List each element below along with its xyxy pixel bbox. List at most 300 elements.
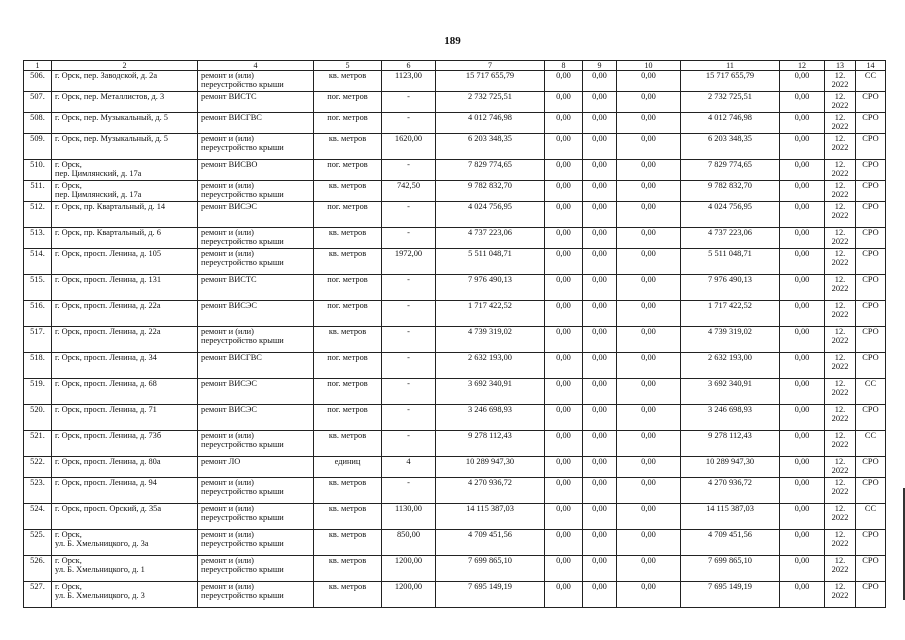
total-cost-text: 4 739 319,02 — [468, 327, 512, 336]
col-11 — [681, 504, 780, 530]
col-8-text: 0,00 — [556, 113, 571, 122]
address-text: г. Орск, просп. Ленина, д. 34 — [55, 353, 157, 362]
total-cost — [436, 353, 545, 379]
work-type-text: переустройство крыши — [201, 565, 284, 575]
col-8-text: 0,00 — [556, 202, 571, 211]
deadline-text: 2022 — [831, 466, 849, 476]
col-8 — [545, 92, 583, 113]
total-cost-text: 4 709 451,56 — [468, 530, 512, 539]
row-number-text: 527. — [30, 582, 45, 591]
col-11-text: 4 737 223,06 — [708, 228, 752, 237]
col-11 — [681, 556, 780, 582]
col-10-text: 0,00 — [641, 181, 656, 190]
work-type — [198, 301, 314, 327]
deadline-text: 12. — [834, 504, 846, 513]
col-11-text: 7 829 774,65 — [708, 160, 752, 169]
deadline-text: 12. — [834, 301, 846, 310]
table-row — [24, 301, 886, 327]
address-text: г. Орск, — [55, 160, 82, 169]
work-type — [198, 457, 314, 478]
unit — [314, 379, 382, 405]
deadline-text: 12. — [834, 202, 846, 211]
col-10-text: 0,00 — [641, 379, 656, 388]
address — [52, 228, 198, 249]
col-10-text: 0,00 — [641, 504, 656, 513]
col-11 — [681, 181, 780, 202]
header-row — [24, 61, 886, 71]
table-row — [24, 379, 886, 405]
col-9-text: 0,00 — [592, 134, 607, 143]
deadline-text: 12. — [834, 134, 846, 143]
col-12-text: 0,00 — [794, 71, 810, 80]
col-10 — [617, 353, 681, 379]
deadline-text: 12. — [834, 71, 846, 80]
col-10-text: 0,00 — [641, 275, 656, 284]
col-11 — [681, 327, 780, 353]
total-cost-text: 3 246 698,93 — [468, 405, 512, 414]
col-12-text: 0,00 — [794, 478, 810, 487]
address-text: г. Орск, просп. Ленина, д. 22а — [55, 327, 161, 336]
col-8 — [545, 202, 583, 228]
col-10-text: 0,00 — [641, 228, 656, 237]
work-type — [198, 134, 314, 160]
quantity-text: - — [407, 301, 410, 310]
col-10 — [617, 556, 681, 582]
work-type — [198, 530, 314, 556]
address — [52, 504, 198, 530]
deadline-text: 12. — [834, 530, 846, 539]
total-cost-text: 2 732 725,51 — [468, 92, 512, 101]
col-9 — [583, 478, 617, 504]
col-10-text: 0,00 — [641, 202, 656, 211]
quantity — [382, 249, 436, 275]
col-10 — [617, 301, 681, 327]
col-8 — [545, 134, 583, 160]
col-12 — [780, 202, 825, 228]
deadline — [825, 113, 856, 134]
quantity — [382, 457, 436, 478]
row-number — [24, 556, 52, 582]
col-8 — [545, 113, 583, 134]
col-10 — [617, 92, 681, 113]
col-11 — [681, 431, 780, 457]
deadline-text: 2022 — [831, 211, 849, 221]
col-12 — [780, 275, 825, 301]
quantity-text: - — [407, 379, 410, 388]
deadline — [825, 275, 856, 301]
col-8-text: 0,00 — [556, 405, 571, 414]
address-text: г. Орск, — [55, 181, 82, 190]
table-row — [24, 431, 886, 457]
total-cost-text: 3 692 340,91 — [468, 379, 512, 388]
total-cost-text: 7 976 490,13 — [468, 275, 512, 284]
work-type — [198, 556, 314, 582]
col-11-text: 2 632 193,00 — [708, 353, 752, 362]
col-10 — [617, 160, 681, 181]
method — [856, 431, 886, 457]
deadline-text: 2022 — [831, 591, 849, 601]
deadline-text: 2022 — [831, 539, 849, 549]
row-number-text: 522. — [30, 457, 45, 466]
quantity-text: 4 — [406, 457, 411, 466]
method — [856, 301, 886, 327]
total-cost — [436, 92, 545, 113]
deadline — [825, 431, 856, 457]
col-8-text: 0,00 — [556, 134, 571, 143]
col-11-text: 2 732 725,51 — [708, 92, 752, 101]
work-type-text: переустройство крыши — [201, 513, 284, 523]
deadline — [825, 92, 856, 113]
col-8 — [545, 582, 583, 608]
row-number — [24, 353, 52, 379]
row-number-text: 525. — [30, 530, 45, 539]
work-type-text: переустройство крыши — [201, 487, 284, 497]
total-cost — [436, 202, 545, 228]
table-header — [24, 61, 886, 71]
col-8 — [545, 353, 583, 379]
unit-text: пог. метров — [327, 160, 368, 169]
column-number-header: 10 — [617, 61, 681, 71]
col-8 — [545, 301, 583, 327]
col-10-text: 0,00 — [641, 478, 656, 487]
quantity — [382, 504, 436, 530]
total-cost-text: 14 115 387,03 — [466, 504, 514, 513]
column-number-header: 13 — [825, 61, 856, 71]
col-12 — [780, 379, 825, 405]
deadline — [825, 379, 856, 405]
total-cost-text: 9 782 832,70 — [468, 181, 512, 190]
table-row — [24, 92, 886, 113]
page-number: 189 — [444, 35, 461, 47]
quantity — [382, 582, 436, 608]
row-number — [24, 582, 52, 608]
work-type-text: ремонт ВИСЭС — [201, 301, 257, 310]
col-12 — [780, 556, 825, 582]
row-number — [24, 71, 52, 92]
unit — [314, 556, 382, 582]
col-10-text: 0,00 — [641, 530, 656, 539]
col-9 — [583, 92, 617, 113]
work-type — [198, 431, 314, 457]
quantity-text: 742,50 — [396, 181, 421, 190]
work-type-text: ремонт ВИСТС — [201, 92, 257, 101]
quantity-text: 850,00 — [396, 530, 421, 539]
col-12 — [780, 405, 825, 431]
unit-text: кв. метров — [328, 478, 367, 487]
work-type-text: ремонт и (или) — [201, 228, 254, 237]
col-11 — [681, 249, 780, 275]
address-text: пер. Цимлянский, д. 17а — [55, 190, 142, 200]
method — [856, 556, 886, 582]
col-10 — [617, 275, 681, 301]
address — [52, 478, 198, 504]
address-text: г. Орск, просп. Ленина, д. 94 — [55, 478, 157, 487]
col-11 — [681, 160, 780, 181]
work-type — [198, 71, 314, 92]
deadline-text: 12. — [834, 457, 846, 466]
col-12-text: 0,00 — [794, 92, 810, 101]
deadline — [825, 134, 856, 160]
col-12-text: 0,00 — [794, 405, 810, 414]
col-9-text: 0,00 — [592, 228, 607, 237]
quantity — [382, 379, 436, 405]
method-text: СС — [864, 71, 877, 80]
col-9-text: 0,00 — [592, 478, 607, 487]
table-row — [24, 160, 886, 181]
col-9 — [583, 582, 617, 608]
col-12 — [780, 249, 825, 275]
deadline-text: 12. — [834, 181, 846, 190]
address — [52, 379, 198, 405]
quantity — [382, 431, 436, 457]
unit — [314, 228, 382, 249]
col-10-text: 0,00 — [641, 431, 656, 440]
address-text: ул. Б. Хмельницкого, д. 3 — [55, 591, 145, 601]
address-text: г. Орск, — [55, 582, 82, 591]
unit — [314, 160, 382, 181]
col-10-text: 0,00 — [641, 457, 656, 466]
work-type-text: переустройство крыши — [201, 237, 284, 247]
unit — [314, 249, 382, 275]
col-11 — [681, 113, 780, 134]
col-12-text: 0,00 — [794, 202, 810, 211]
work-type-text: ремонт ВИСЭС — [201, 405, 257, 414]
deadline-text: 12. — [834, 556, 846, 565]
col-12 — [780, 301, 825, 327]
row-number-text: 516. — [30, 301, 45, 310]
unit-text: кв. метров — [328, 228, 367, 237]
quantity-text: 1972,00 — [394, 249, 423, 258]
unit — [314, 301, 382, 327]
col-9-text: 0,00 — [592, 275, 607, 284]
col-11-text: 3 692 340,91 — [708, 379, 752, 388]
method-text: СС — [864, 379, 877, 388]
col-8 — [545, 431, 583, 457]
deadline — [825, 202, 856, 228]
col-11-text: 9 278 112,43 — [708, 431, 752, 440]
unit — [314, 92, 382, 113]
unit — [314, 504, 382, 530]
row-number-text: 514. — [30, 249, 45, 258]
col-10 — [617, 504, 681, 530]
work-type-text: ремонт и (или) — [201, 249, 254, 258]
col-8-text: 0,00 — [556, 92, 571, 101]
work-type-text: ремонт ВИСВО — [201, 160, 258, 169]
col-8-text: 0,00 — [556, 353, 571, 362]
col-11 — [681, 582, 780, 608]
col-8-text: 0,00 — [556, 431, 571, 440]
address — [52, 134, 198, 160]
deadline-text: 2022 — [831, 101, 849, 111]
table-row — [24, 327, 886, 353]
col-11-text: 14 115 387,03 — [706, 504, 754, 513]
quantity — [382, 556, 436, 582]
total-cost-text: 6 203 348,35 — [468, 134, 512, 143]
col-10 — [617, 71, 681, 92]
address-text: г. Орск, просп. Ленина, д. 68 — [55, 379, 157, 388]
row-number — [24, 228, 52, 249]
work-type-text: ремонт и (или) — [201, 478, 254, 487]
unit-text: кв. метров — [328, 530, 367, 539]
table-row — [24, 405, 886, 431]
col-9-text: 0,00 — [592, 71, 607, 80]
table-row — [24, 582, 886, 608]
col-10-text: 0,00 — [641, 249, 656, 258]
method — [856, 113, 886, 134]
col-10 — [617, 181, 681, 202]
col-8 — [545, 160, 583, 181]
work-type-text: переустройство крыши — [201, 190, 284, 200]
method — [856, 249, 886, 275]
method — [856, 228, 886, 249]
col-11-text: 4 012 746,98 — [708, 113, 752, 122]
row-number-text: 521. — [30, 431, 45, 440]
col-11-text: 5 511 048,71 — [708, 249, 752, 258]
col-11 — [681, 71, 780, 92]
address-text: г. Орск, — [55, 530, 82, 539]
table-row — [24, 353, 886, 379]
total-cost — [436, 431, 545, 457]
total-cost — [436, 228, 545, 249]
address-text: г. Орск, просп. Орский, д. 35а — [55, 504, 162, 513]
unit — [314, 582, 382, 608]
col-9 — [583, 556, 617, 582]
total-cost — [436, 249, 545, 275]
quantity-text: - — [407, 353, 410, 362]
quantity — [382, 92, 436, 113]
unit — [314, 134, 382, 160]
unit-text: пог. метров — [327, 92, 368, 101]
col-9-text: 0,00 — [592, 530, 607, 539]
total-cost-text: 7 695 149,19 — [468, 582, 512, 591]
method — [856, 327, 886, 353]
deadline — [825, 530, 856, 556]
row-number — [24, 478, 52, 504]
row-number — [24, 275, 52, 301]
unit-text: кв. метров — [328, 504, 367, 513]
row-number-text: 508. — [30, 113, 45, 122]
address — [52, 327, 198, 353]
col-11 — [681, 275, 780, 301]
unit — [314, 71, 382, 92]
row-number-text: 510. — [30, 160, 45, 169]
total-cost — [436, 504, 545, 530]
deadline — [825, 228, 856, 249]
work-type-text: ремонт ЛО — [201, 457, 241, 466]
deadline-text: 2022 — [831, 487, 849, 497]
col-11 — [681, 379, 780, 405]
work-type — [198, 353, 314, 379]
address — [52, 113, 198, 134]
col-11-text: 9 782 832,70 — [708, 181, 752, 190]
address-text: ул. Б. Хмельницкого, д. 3а — [55, 539, 149, 549]
col-11 — [681, 202, 780, 228]
col-8-text: 0,00 — [556, 556, 571, 565]
col-9 — [583, 353, 617, 379]
total-cost-text: 4 270 936,72 — [468, 478, 512, 487]
col-11-text: 7 976 490,13 — [708, 275, 752, 284]
work-type — [198, 379, 314, 405]
col-12 — [780, 71, 825, 92]
col-8 — [545, 405, 583, 431]
quantity — [382, 478, 436, 504]
table-row — [24, 249, 886, 275]
col-9 — [583, 275, 617, 301]
total-cost — [436, 181, 545, 202]
method-text: СС — [864, 504, 877, 513]
address — [52, 160, 198, 181]
col-10-text: 0,00 — [641, 134, 656, 143]
col-12-text: 0,00 — [794, 181, 810, 190]
col-8 — [545, 379, 583, 405]
deadline — [825, 457, 856, 478]
total-cost — [436, 582, 545, 608]
col-8-text: 0,00 — [556, 457, 571, 466]
row-number — [24, 202, 52, 228]
total-cost — [436, 134, 545, 160]
col-9-text: 0,00 — [592, 405, 607, 414]
col-9 — [583, 405, 617, 431]
col-10-text: 0,00 — [641, 113, 656, 122]
col-10 — [617, 134, 681, 160]
work-type-text: ремонт и (или) — [201, 431, 254, 440]
quantity-text: - — [407, 405, 410, 414]
row-number-text: 518. — [30, 353, 45, 362]
deadline-text: 2022 — [831, 513, 849, 523]
quantity — [382, 405, 436, 431]
method — [856, 353, 886, 379]
col-12-text: 0,00 — [794, 134, 810, 143]
col-10 — [617, 457, 681, 478]
col-12-text: 0,00 — [794, 113, 810, 122]
address — [52, 275, 198, 301]
work-type-text: ремонт и (или) — [201, 582, 254, 591]
work-type-text: ремонт и (или) — [201, 181, 254, 190]
deadline-text: 2022 — [831, 284, 849, 294]
total-cost — [436, 457, 545, 478]
column-number-header: 7 — [436, 61, 545, 71]
col-12-text: 0,00 — [794, 530, 810, 539]
work-type — [198, 582, 314, 608]
address — [52, 92, 198, 113]
col-12 — [780, 160, 825, 181]
table-row — [24, 134, 886, 160]
col-11 — [681, 530, 780, 556]
column-number-header: 11 — [681, 61, 780, 71]
deadline — [825, 301, 856, 327]
unit — [314, 405, 382, 431]
deadline-text: 2022 — [831, 190, 849, 200]
col-9 — [583, 134, 617, 160]
total-cost — [436, 405, 545, 431]
table-row — [24, 504, 886, 530]
work-type-text: переустройство крыши — [201, 143, 284, 153]
work-type — [198, 405, 314, 431]
deadline-text: 12. — [834, 92, 846, 101]
address-text: г. Орск, пер. Заводской, д. 2а — [55, 71, 158, 80]
method-text: СРО — [862, 405, 879, 414]
row-number — [24, 504, 52, 530]
col-12-text: 0,00 — [794, 275, 810, 284]
total-cost-text: 4 024 756,95 — [468, 202, 512, 211]
deadline-text: 12. — [834, 249, 846, 258]
col-12 — [780, 478, 825, 504]
quantity-text: - — [407, 275, 410, 284]
method-text: СРО — [862, 134, 879, 143]
col-12-text: 0,00 — [794, 504, 810, 513]
col-10-text: 0,00 — [641, 92, 656, 101]
quantity-text: - — [407, 160, 410, 169]
